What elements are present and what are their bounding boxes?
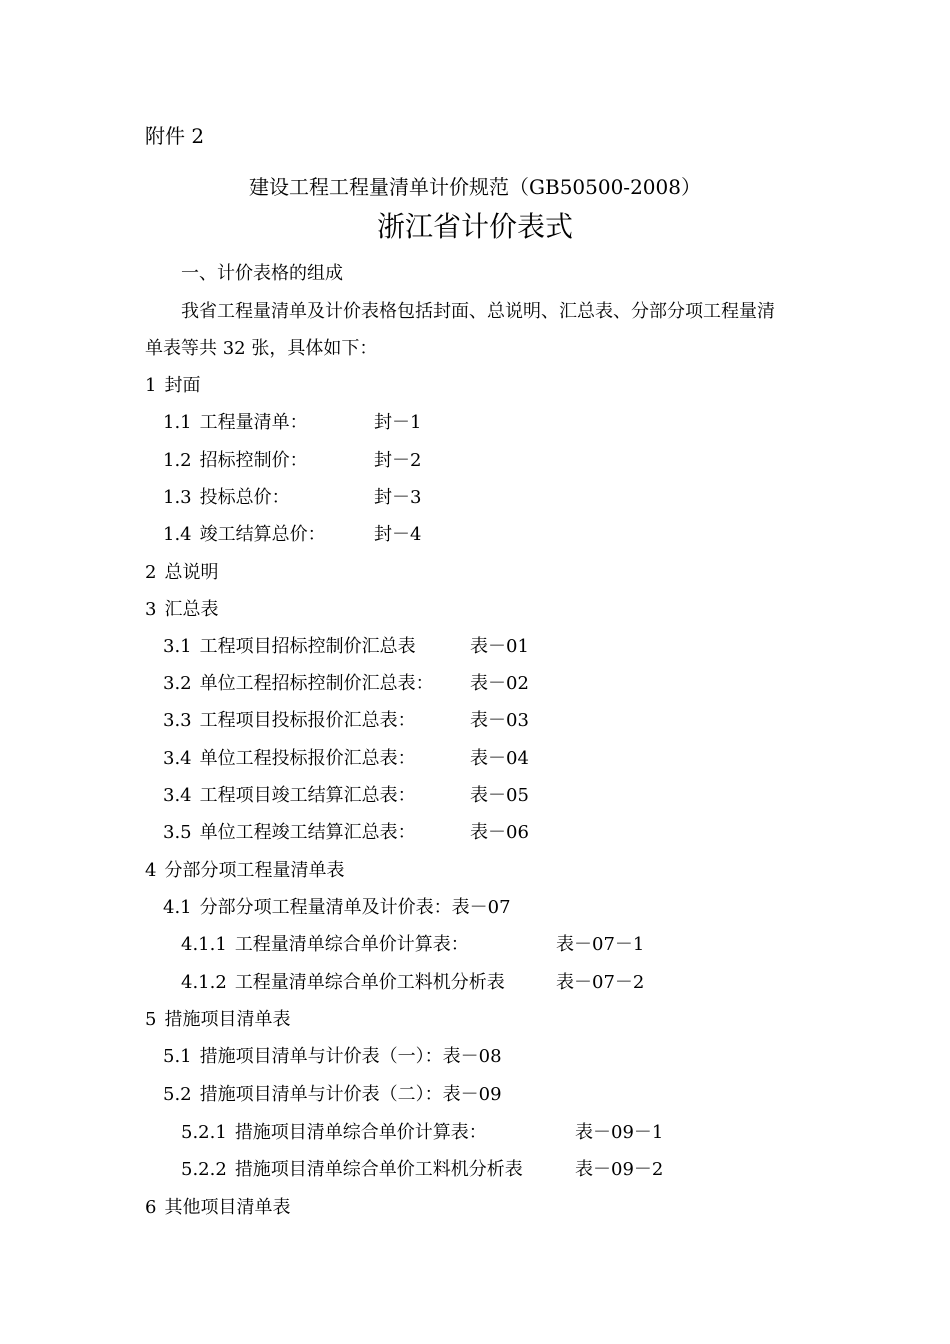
item-number: 3.1 — [163, 636, 192, 657]
item-number: 1.3 — [163, 487, 192, 508]
list-item — [163, 821, 529, 845]
list-item — [163, 1083, 502, 1107]
item-number: 1.2 — [163, 450, 192, 471]
item-number: 3.2 — [163, 673, 192, 694]
item-label: 措施项目清单综合单价工料机分析表 — [234, 1159, 523, 1180]
item-number: 1 — [145, 375, 157, 396]
list-item-other-tables — [145, 1196, 290, 1220]
list-item — [163, 1045, 502, 1069]
section-heading: 一、计价表格的组成 — [181, 263, 343, 284]
item-label: 分部分项工程量清单表 — [164, 860, 345, 881]
item-number: 5.2 — [163, 1084, 192, 1105]
list-item-general-notes — [145, 561, 218, 585]
list-item — [163, 709, 529, 733]
list-item — [163, 672, 529, 696]
item-number: 4.1 — [163, 897, 192, 918]
attachment-label: 附件 2 — [145, 124, 205, 148]
item-code: 表－06 — [470, 822, 529, 843]
item-number: 3.4 — [163, 785, 192, 806]
item-label: 总说明 — [164, 562, 219, 583]
item-label: 工程量清单： — [199, 412, 308, 433]
item-number: 5.2.1 — [181, 1122, 227, 1143]
item-code: 表－09－2 — [575, 1159, 664, 1180]
item-code: 表－07 — [451, 897, 511, 918]
item-label: 工程量清单综合单价工料机分析表 — [234, 972, 505, 993]
item-label: 招标控制价： — [199, 450, 308, 471]
item-label: 投标总价： — [199, 487, 290, 508]
item-label: 措施项目清单表 — [164, 1009, 291, 1030]
item-label: 工程项目竣工结算汇总表： — [199, 785, 416, 806]
item-label: 封面 — [164, 375, 201, 396]
item-number: 5 — [145, 1009, 157, 1030]
item-number: 5.2.2 — [181, 1159, 227, 1180]
item-code: 表－01 — [470, 636, 529, 657]
item-number: 5.1 — [163, 1046, 192, 1067]
item-number: 3.4 — [163, 748, 192, 769]
item-label: 单位工程投标报价汇总表： — [199, 748, 416, 769]
item-label: 工程项目招标控制价汇总表 — [199, 636, 416, 657]
document-subtitle: 建设工程工程量清单计价规范（GB50500-2008） — [249, 175, 701, 199]
item-label: 措施项目清单与计价表（二）： — [199, 1084, 443, 1105]
list-item-subitem-tables — [145, 859, 344, 883]
item-code: 封－1 — [374, 412, 422, 433]
item-number: 3.5 — [163, 822, 192, 843]
item-label: 汇总表 — [164, 599, 219, 620]
item-number: 4.1.1 — [181, 934, 227, 955]
document-title: 浙江省计价表式 — [376, 210, 573, 243]
intro-paragraph-line-2: 单表等共 32 张，具体如下： — [145, 338, 378, 359]
item-code: 表－02 — [470, 673, 529, 694]
item-code: 封－4 — [374, 524, 422, 545]
list-item — [163, 635, 529, 659]
list-item — [181, 1121, 664, 1145]
item-number: 1.4 — [163, 524, 192, 545]
item-code: 表－04 — [470, 748, 529, 769]
item-number: 4.1.2 — [181, 972, 227, 993]
item-number: 3 — [145, 599, 157, 620]
list-item — [163, 486, 422, 510]
list-item — [163, 449, 422, 473]
item-code: 表－07－2 — [556, 972, 645, 993]
list-item-measure-tables — [145, 1008, 290, 1032]
item-label: 单位工程招标控制价汇总表： — [199, 673, 434, 694]
item-code: 表－03 — [470, 710, 529, 731]
list-item — [163, 747, 529, 771]
list-item — [163, 411, 422, 435]
item-code: 表－08 — [442, 1046, 502, 1067]
list-item — [163, 896, 511, 920]
item-code: 封－2 — [374, 450, 422, 471]
item-label: 措施项目清单与计价表（一）： — [199, 1046, 443, 1067]
item-code: 表－05 — [470, 785, 529, 806]
item-label: 分部分项工程量清单及计价表： — [199, 897, 452, 918]
item-label: 工程项目投标报价汇总表： — [199, 710, 416, 731]
intro-paragraph-line-1: 我省工程量清单及计价表格包括封面、总说明、汇总表、分部分项工程量清 — [181, 301, 775, 322]
list-item — [181, 971, 645, 995]
item-label: 措施项目清单综合单价计算表： — [234, 1122, 487, 1143]
item-number: 4 — [145, 860, 157, 881]
list-item — [163, 523, 422, 547]
item-code: 封－3 — [374, 487, 422, 508]
item-label: 竣工结算总价： — [199, 524, 326, 545]
item-label: 单位工程竣工结算汇总表： — [199, 822, 416, 843]
item-label: 工程量清单综合单价计算表： — [234, 934, 469, 955]
item-number: 6 — [145, 1197, 157, 1218]
list-item — [181, 933, 645, 957]
list-item — [181, 1158, 664, 1182]
item-number: 3.3 — [163, 710, 192, 731]
item-number: 1.1 — [163, 412, 192, 433]
item-code: 表－07－1 — [556, 934, 645, 955]
item-code: 表－09－1 — [575, 1122, 664, 1143]
item-label: 其他项目清单表 — [164, 1197, 291, 1218]
item-number: 2 — [145, 562, 157, 583]
item-code: 表－09 — [442, 1084, 502, 1105]
list-item-cover — [145, 374, 200, 398]
list-item — [163, 784, 529, 808]
list-item-summary-tables — [145, 598, 218, 622]
